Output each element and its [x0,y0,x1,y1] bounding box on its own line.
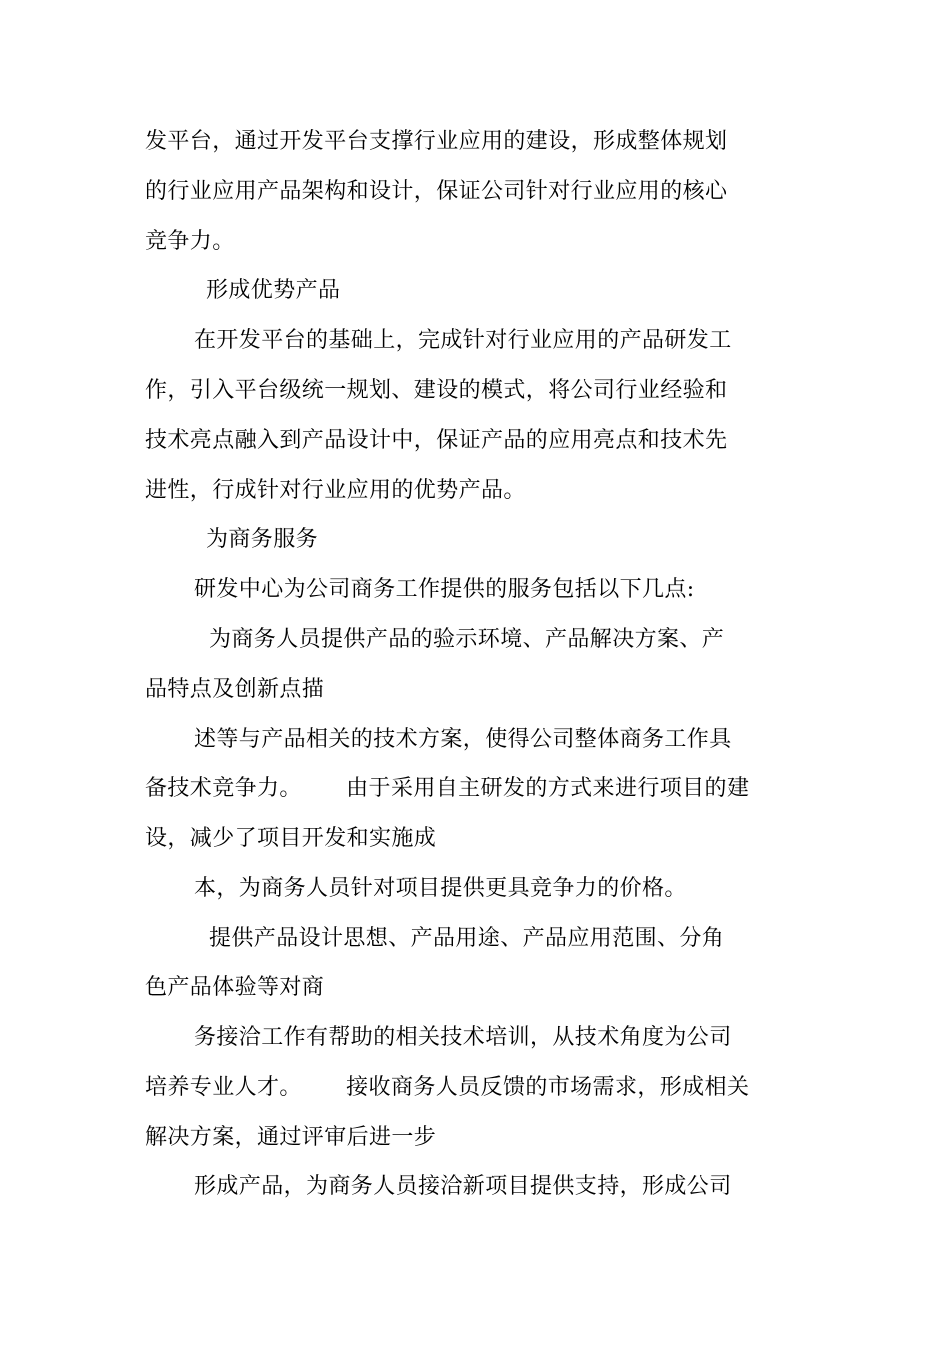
text-line: 的行业应用产品架构和设计，保证公司针对行业应用的核心 [145,179,728,204]
text-line: 在开发平台的基础上，完成针对行业应用的产品研发工 [194,328,732,353]
text-line: 务接洽工作有帮助的相关技术培训，从技术角度为公司 [194,1025,732,1050]
section-heading: 为商务服务 [206,527,319,552]
text-line: 技术亮点融入到产品设计中，保证产品的应用亮点和技术先 [145,428,728,453]
text-line: 进性，行成针对行业应用的优势产品。 [145,478,526,503]
text-line: 本，为商务人员针对项目提供更具竞争力的价格。 [194,876,687,901]
text-line: 发平台，通过开发平台支撑行业应用的建设，形成整体规划 [145,129,728,154]
text-line: 形成产品，为商务人员接洽新项目提供支持，形成公司 [194,1174,732,1199]
text-line: 色产品体验等对商 [145,975,325,1000]
text-line: 设，减少了项目开发和实施成 [145,826,437,851]
text-line: 为商务人员提供产品的验示环境、产品解决方案、产 [209,627,725,652]
section-heading: 形成优势产品 [206,278,341,303]
text-line: 研发中心为公司商务工作提供的服务包括以下几点: [194,577,695,602]
text-line: 解决方案，通过评审后进一步 [145,1125,437,1150]
text-line: 提供产品设计思想、产品用途、产品应用范围、分角 [209,926,725,951]
text-line: 备技术竞争力。 由于采用自主研发的方式来进行项目的建 [145,776,750,801]
text-line: 述等与产品相关的技术方案，使得公司整体商务工作具 [194,727,732,752]
text-line: 竞争力。 [145,229,235,254]
text-line: 培养专业人才。 接收商务人员反馈的市场需求，形成相关 [145,1075,750,1100]
text-line: 作，引入平台级统一规划、建设的模式，将公司行业经验和 [145,378,728,403]
text-line: 品特点及创新点描 [145,677,325,702]
